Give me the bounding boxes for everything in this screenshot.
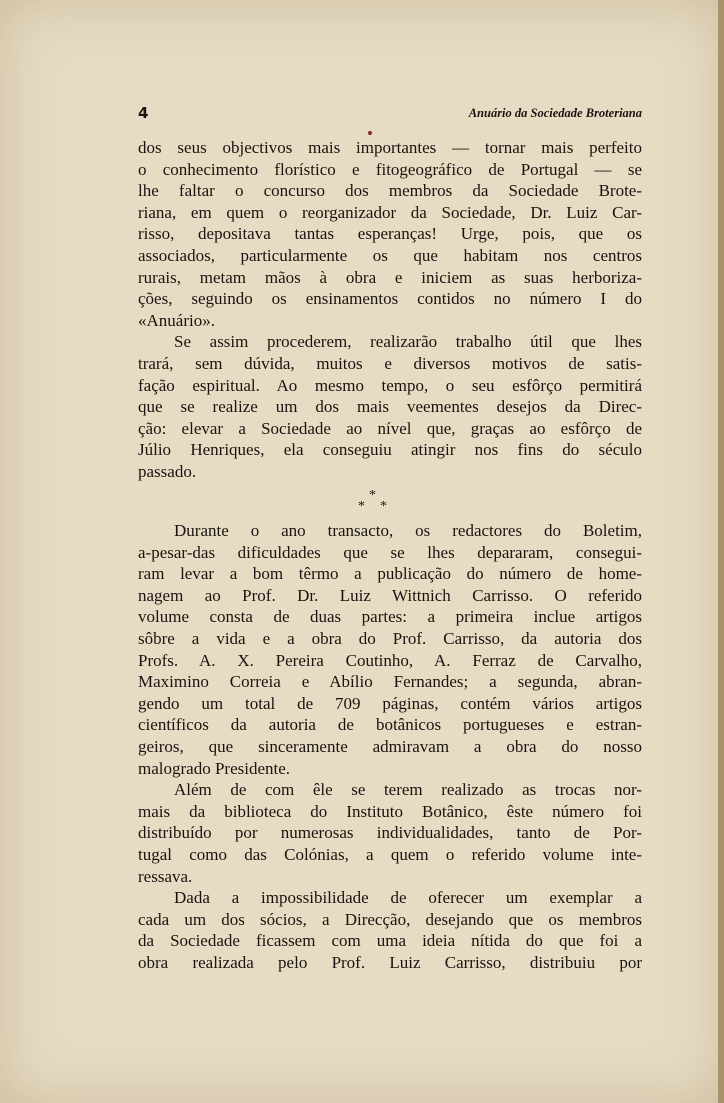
text-line: cada um dos sócios, a Direcção, desejando que os membros	[138, 909, 642, 929]
asterisk: *	[358, 499, 365, 514]
text-line: geiros, que sinceramente admiravam a obra do nosso	[138, 736, 642, 756]
text-line: rurais, metam mãos à obra e iniciem as suas herboriza-	[138, 267, 642, 287]
text-line: Profs. A. X. Pereira Coutinho, A. Ferraz de Carvalho,	[138, 650, 642, 670]
paragraph	[138, 887, 642, 973]
paragraph	[138, 331, 642, 482]
text-line: riana, em quem o reorganizador da Sociedade, Dr. Luiz Car-	[138, 202, 642, 222]
text-line: mais da biblioteca do Instituto Botânico, êste número foi	[138, 801, 642, 821]
section-1	[138, 137, 642, 483]
text-line: que se realize um dos mais veementes desejos da Direc-	[138, 397, 642, 417]
section-separator	[352, 488, 392, 518]
text-line: fação espiritual. Ao mesmo tempo, o seu esfôrço permitirá	[138, 375, 642, 395]
text-line: dos seus objectivos mais importantes — tornar mais perfeito	[138, 138, 642, 157]
text-line: tugal como das Colónias, a quem o referido volume inte-	[138, 844, 642, 864]
asterisk: *	[369, 488, 376, 503]
text-line: malogrado Presidente.	[138, 758, 291, 778]
section-2	[138, 520, 642, 973]
paragraph	[138, 520, 642, 779]
text-line: científicos da autoria de botânicos portugueses e estran-	[138, 715, 642, 735]
text-line: obra realizada pelo Prof. Luiz Carrisso, distribuiu por	[138, 952, 642, 972]
text-line: associados, particularmente os que habitam nos centros	[138, 245, 642, 265]
text-line: a-pesar-das dificuldades que se lhes depararam, consegui-	[138, 542, 642, 562]
page-header	[138, 104, 642, 126]
text-line: Dada a impossibilidade de oferecer um exemplar a	[174, 888, 642, 908]
text-line: ram levar a bom têrmo a publicação do número de home-	[138, 564, 642, 584]
ink-blot	[368, 131, 372, 135]
text-line: Maximino Correia e Abílio Fernandes; a segunda, abran-	[138, 672, 642, 692]
page-number: 4	[138, 104, 149, 122]
text-line: ções, seguindo os ensinamentos contidos no número I do	[138, 289, 642, 309]
text-line: lhe faltar o concurso dos membros da Sociedade Brote-	[138, 181, 642, 201]
text-line: «Anuário».	[138, 310, 215, 330]
page-edge	[718, 0, 724, 1103]
text-line: Além de com êle se terem realizado as trocas nor-	[174, 780, 642, 800]
text-line: ressava.	[138, 866, 193, 886]
paragraph-continuation	[138, 137, 642, 331]
text-line: sôbre a vida e a obra do Prof. Carrisso, da autoria dos	[138, 628, 642, 648]
text-line: Se assim procederem, realizarão trabalho útil que lhes	[174, 332, 642, 352]
text-line: risso, depositava tantas esperanças! Urge, pois, que os	[138, 224, 642, 244]
text-line: volume consta de duas partes: a primeira inclue artigos	[138, 607, 642, 627]
text-line: passado.	[138, 461, 197, 481]
text-line: Júlio Henriques, ela conseguiu atingir nos fins do século	[138, 440, 642, 460]
asterisk: *	[380, 499, 387, 514]
text-line: gendo um total de 709 páginas, contém vários artigos	[138, 693, 642, 713]
text-line: distribuído por numerosas individualidades, tanto de Por-	[138, 823, 642, 843]
paragraph	[138, 779, 642, 887]
text-line: Durante o ano transacto, os redactores do Boletim,	[174, 521, 642, 540]
text-line: trará, sem dúvida, muitos e diversos motivos de satis-	[138, 353, 642, 373]
text-line: nagem ao Prof. Dr. Luiz Wittnich Carrisso. O referido	[138, 585, 642, 605]
text-line: o conhecimento florístico e fitogeográfico de Portugal — se	[138, 159, 642, 179]
text-line: ção: elevar a Sociedade ao nível que, graças ao esfôrço de	[138, 418, 642, 438]
running-title: Anuário da Sociedade Broteriana	[468, 106, 642, 120]
text-line: da Sociedade ficassem com uma ideia nítida do que foi a	[138, 931, 642, 951]
